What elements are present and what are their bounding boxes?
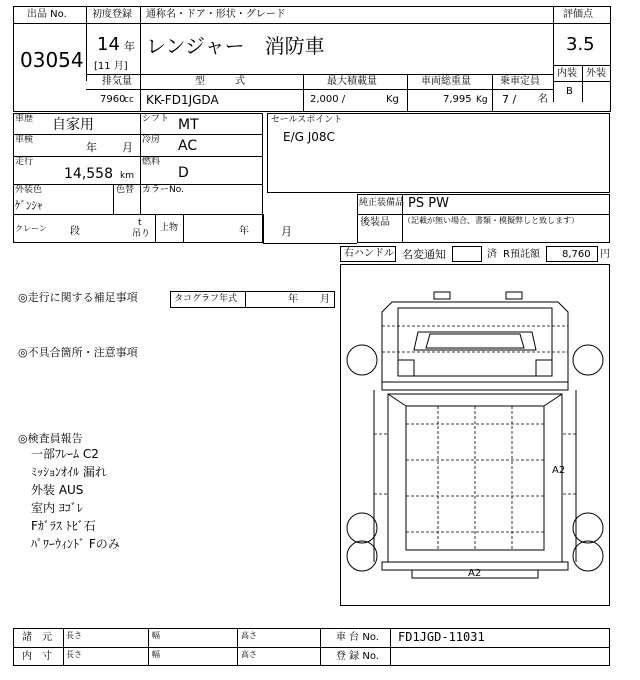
sales-label: セールスポイント [271, 115, 343, 125]
mileage-value: 14,558 [64, 166, 113, 182]
height-label: 高さ [241, 631, 257, 640]
reg-no-label: 登 録 No. [336, 651, 379, 662]
mark-rear: A2 [468, 568, 482, 579]
truck-diagram [340, 264, 610, 606]
type-label: 型 式 [195, 76, 245, 87]
crane-step: 段 [70, 226, 80, 237]
lot-number: 03054 [20, 48, 84, 72]
gross-unit: Kg [476, 95, 488, 105]
gross-label: 車両総重量 [421, 76, 471, 87]
inspection-label: 車検 [15, 135, 34, 145]
mileage-label: 走行 [15, 157, 34, 167]
capacity-label: 乗車定員 [500, 76, 540, 87]
disp-label: 排気量 [102, 76, 132, 87]
mileage-unit: km [120, 171, 134, 181]
model-label: 通称名・ドア・形状・グレード [146, 9, 286, 20]
color-code-label: カラーNo. [142, 185, 184, 195]
equip-label: 純正装備品 [359, 198, 405, 208]
report-line: 外装 AUS [31, 483, 84, 497]
load-label: 最大積載量 [327, 76, 377, 87]
interior-grade: B [566, 86, 573, 97]
crane-lift: 吊り [132, 229, 151, 239]
interior-dims-label: 内 寸 [22, 651, 52, 662]
recycle-label: R預託額 [503, 249, 540, 260]
sales-point-box [267, 113, 610, 193]
dims-label: 諸 元 [22, 632, 52, 643]
reg-month: [11 月] [94, 61, 128, 72]
defects-heading: ◎不具合箇所・注意事項 [18, 346, 138, 359]
grade-score: 3.5 [566, 34, 595, 55]
recycle-value: 8,760 [562, 249, 591, 260]
width-label: 幅 [152, 650, 160, 659]
history-value: 自家用 [52, 117, 94, 133]
exterior-grade-label: 外装 [586, 68, 606, 79]
report-line: 室内 ﾖｺﾞﾚ [31, 501, 83, 515]
upper-month: 月 [281, 225, 292, 238]
width-label: 幅 [152, 631, 160, 640]
crane-label: クレーン [15, 224, 47, 233]
name-change-box [452, 246, 482, 262]
recycle-unit: 円 [600, 249, 610, 260]
type-value: KK-FD1JGDA [146, 93, 219, 107]
load-value: 2,000 / [310, 94, 346, 105]
upper-label: 上物 [160, 223, 179, 233]
interior-grade-label: 内装 [557, 68, 577, 79]
capacity-value: 7 / [502, 93, 517, 106]
report-line: 一部ﾌﾚｰﾑ C2 [31, 447, 99, 461]
name-change-label: 名変通知 [402, 248, 446, 261]
chassis-label: 車 台 No. [336, 632, 379, 643]
inspection-month: 月 [122, 141, 133, 154]
ac-label: 冷房 [142, 135, 161, 145]
sales-value: E/G J08C [283, 130, 335, 144]
aftermarket-note: （記載が無い場合、書類・模擬弊しと致します） [403, 216, 579, 225]
disp-value: 7960 [100, 94, 126, 105]
disp-unit: cc [124, 95, 134, 105]
report-line: ﾐｯｼｮﾝｵｲﾙ 漏れ [31, 465, 107, 479]
report-line: Fｶﾞﾗｽ ﾄﾋﾞ石 [31, 519, 96, 533]
report-line: ﾊﾟﾜｰｳｨﾝﾄﾞ Fのみ [31, 537, 120, 551]
ac-value: AC [178, 138, 198, 154]
capacity-unit: 名 [538, 94, 548, 105]
chassis-value: FD1JGD-11031 [398, 630, 485, 644]
reg-year: 14 [97, 34, 120, 55]
inspector-heading: ◎検査員報告 [18, 432, 83, 445]
tacho-label: タコグラフ年式 [174, 294, 238, 304]
inspection-year: 年 [86, 141, 97, 154]
tacho-year: 年 [288, 294, 298, 305]
equip-value: PS PW [408, 196, 449, 211]
crane-ton: t [138, 218, 142, 228]
fuel-label: 燃料 [142, 157, 161, 167]
color-swap-label: 色替 [116, 185, 135, 195]
load-unit: Kg [386, 94, 399, 105]
reg-label: 初度登録 [92, 9, 132, 20]
height-label: 高さ [241, 650, 257, 659]
color-label: 外装色 [15, 185, 43, 195]
gross-value: 7,995 [443, 94, 472, 105]
lot-label: 出品 No. [27, 9, 67, 20]
fuel-value: D [178, 165, 189, 181]
color-value: ｹﾞﾝｼｬ [15, 199, 43, 212]
reg-year-unit: 年 [124, 40, 135, 53]
aftermarket-label: 後装品 [360, 217, 390, 228]
tacho-month: 月 [320, 294, 330, 305]
length-label: 長さ [66, 631, 82, 640]
shift-label: シフト [142, 114, 170, 124]
length-label: 長さ [66, 650, 82, 659]
mark-side: A2 [552, 465, 566, 476]
recycle-prefix: 済 [487, 249, 497, 260]
rhd-label: 右ハンドル [344, 248, 394, 259]
model-name: レンジャー 消防車 [146, 34, 325, 58]
upper-year: 年 [239, 226, 249, 237]
supplement-heading: ◎走行に関する補足事項 [18, 291, 138, 304]
shift-value: MT [178, 117, 199, 133]
history-label: 車歴 [15, 114, 34, 124]
grade-label: 評価点 [563, 9, 593, 20]
